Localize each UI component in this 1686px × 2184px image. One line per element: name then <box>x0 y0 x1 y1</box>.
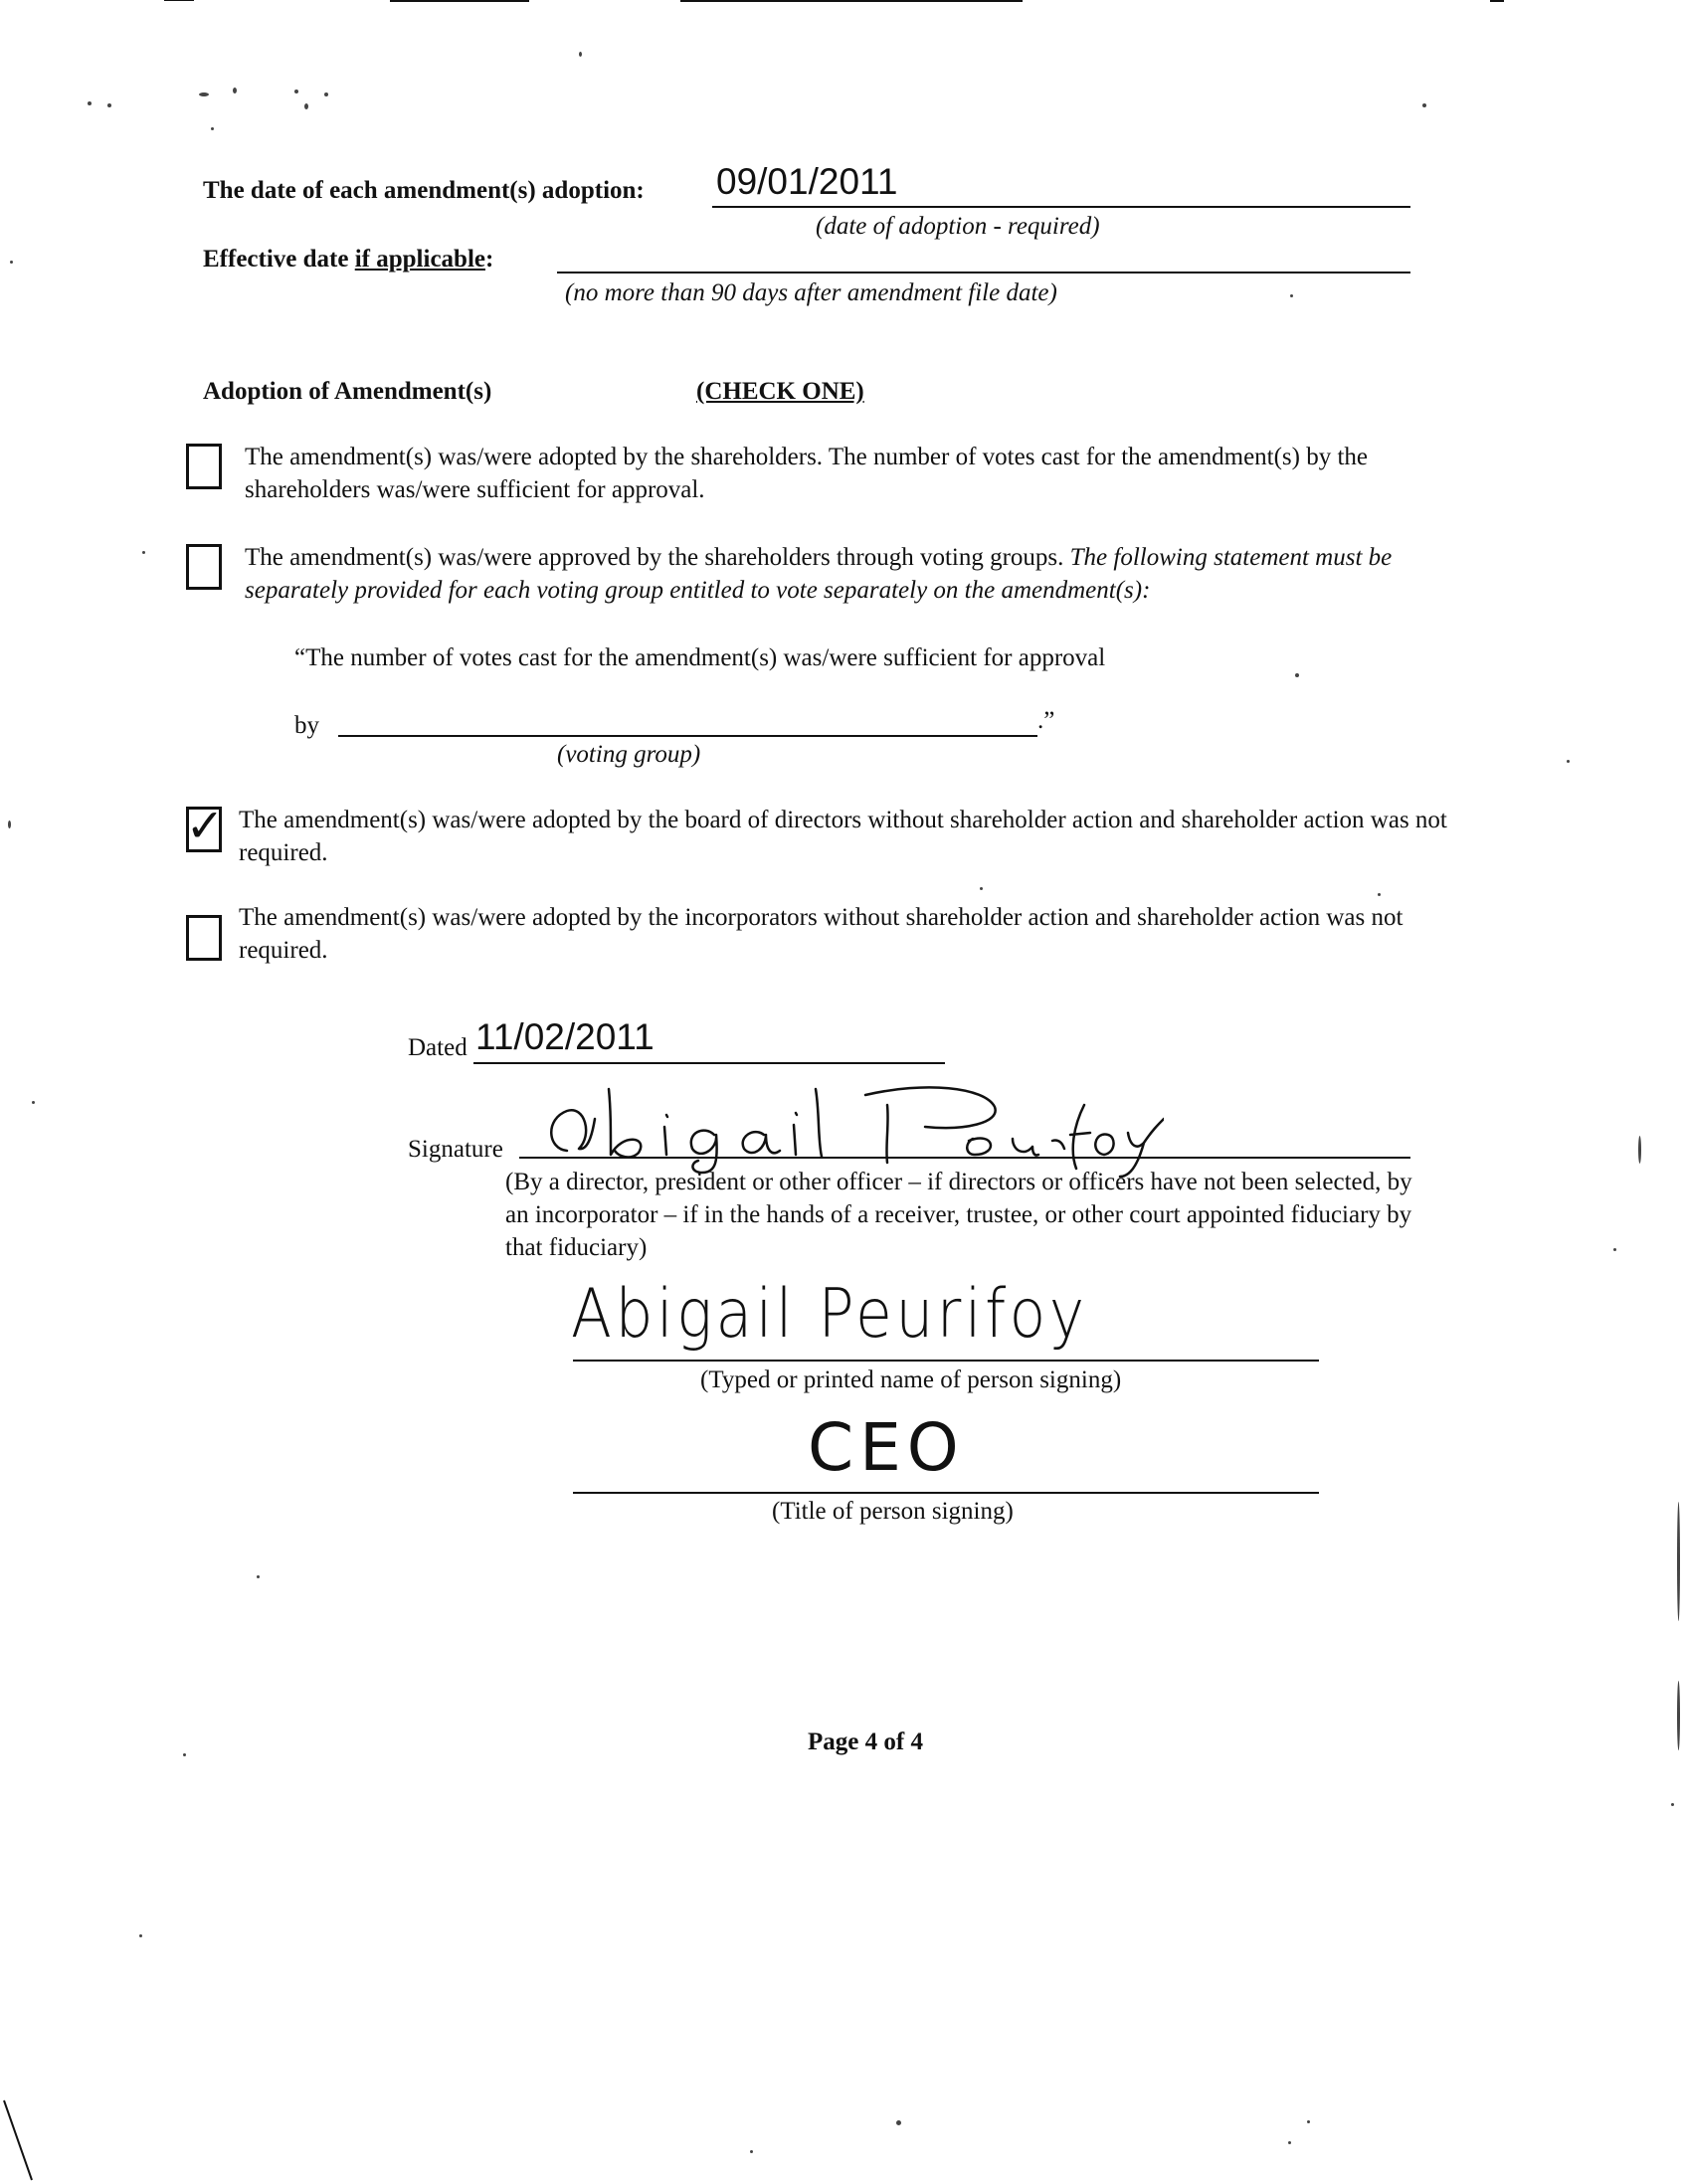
signature-note: (By a director, president or other officer – if directors or officers have not been selected, by an incorporator – if in the hands of a receiver, trustee, or other court appointed fiduciary by that fiduciary) <box>505 1169 1412 1261</box>
adoption-date-line <box>712 206 1410 208</box>
incorporators-checkbox[interactable] <box>186 915 222 961</box>
voting-group-input[interactable] <box>342 702 1034 732</box>
voting-groups-checkbox[interactable] <box>186 544 222 590</box>
dated-value[interactable]: 11/02/2011 <box>475 1016 655 1057</box>
title-line <box>573 1492 1319 1494</box>
printed-name-line <box>573 1360 1319 1362</box>
title-value[interactable]: CEO <box>808 1409 965 1486</box>
adoption-date-value[interactable]: 09/01/2011 <box>716 161 898 202</box>
dated-line <box>473 1062 945 1064</box>
check-one-instruction: (CHECK ONE) <box>696 378 864 405</box>
dated-label: Dated <box>408 1034 468 1061</box>
adoption-date-label: The date of each amendment(s) adoption: <box>203 177 645 204</box>
shareholders-checkbox[interactable] <box>186 444 222 489</box>
effective-date-label: Effective date if applicable: <box>203 246 494 273</box>
adoption-date-hint: (date of adoption - required) <box>816 213 1100 240</box>
voting-group-statement: “The number of votes cast for the amendment(s) was/were sufficient for approval <box>294 644 1106 671</box>
effective-date-hint: (no more than 90 days after amendment file date) <box>565 279 1057 306</box>
handwritten-signature <box>527 1069 1164 1179</box>
printed-name-hint: (Typed or printed name of person signing) <box>700 1366 1122 1393</box>
voting-group-line <box>338 735 1037 737</box>
voting-group-by-label: by <box>294 712 319 739</box>
board-of-directors-check-mark: ✓ <box>185 799 225 852</box>
effective-date-line <box>557 272 1410 273</box>
title-hint: (Title of person signing) <box>772 1498 1014 1525</box>
printed-name-value[interactable]: Abigail Peurifoy <box>571 1275 1088 1354</box>
incorporators-option-text: The amendment(s) was/were adopted by the incorporators without shareholder action and shareholder action was not required. <box>239 904 1404 964</box>
scan-corner-mark <box>0 2098 40 2184</box>
effective-date-value[interactable] <box>562 239 1407 271</box>
page-number: Page 4 of 4 <box>808 1729 923 1755</box>
voting-groups-option-text: The amendment(s) was/were approved by the shareholders through voting groups. The following statement must be separately provided for each voting group entitled to vote separately on the amendment(s): <box>245 544 1393 604</box>
voting-group-hint: (voting group) <box>557 741 701 768</box>
signature-label: Signature <box>408 1136 503 1163</box>
adoption-section-title: Adoption of Amendment(s) <box>203 378 492 405</box>
shareholders-option-text: The amendment(s) was/were adopted by the shareholders. The number of votes cast for the amendment(s) by the shareholders was/were sufficient for approval. <box>245 444 1369 503</box>
voting-groups-italic-note: The following statement must be separately provided for each voting group entitled to vote separately on the amendment(s): <box>245 544 1393 604</box>
voting-group-end-quote: .” <box>1037 707 1055 734</box>
board-of-directors-option-text: The amendment(s) was/were adopted by the board of directors without shareholder action and shareholder action was not required. <box>239 807 1447 866</box>
